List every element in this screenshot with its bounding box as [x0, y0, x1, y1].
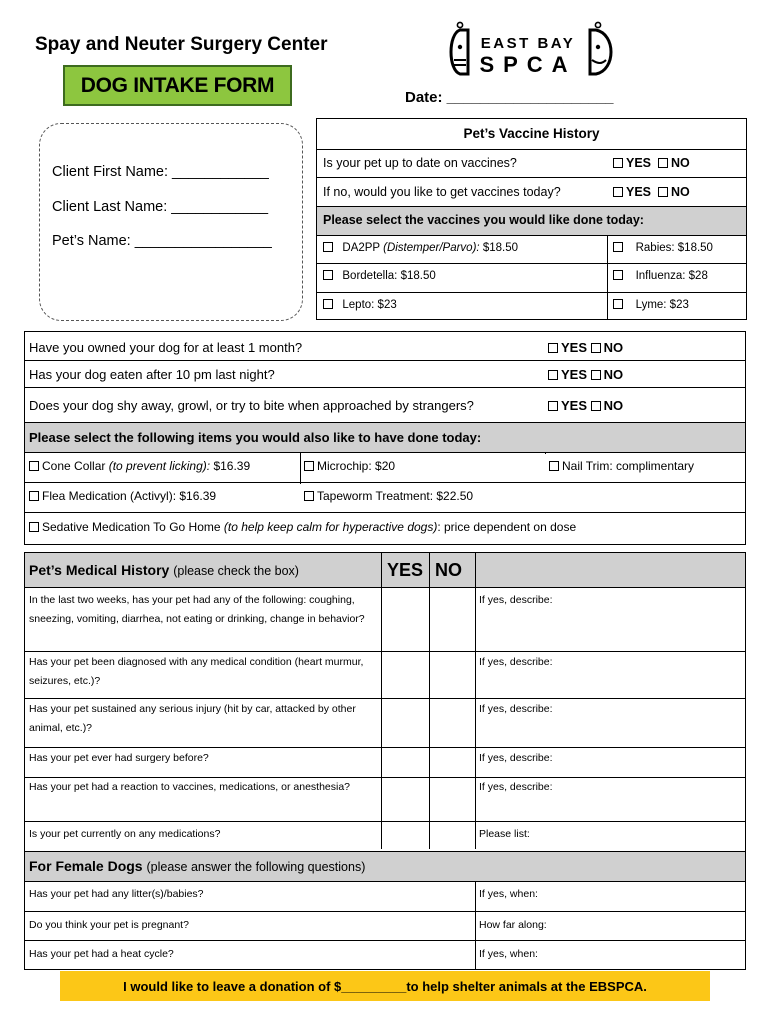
medical-row-followup[interactable]: If yes, describe: [479, 594, 553, 606]
medical-history-table [24, 552, 746, 970]
q1-yes-checkbox[interactable] [548, 343, 558, 353]
sedative-checkbox[interactable] [29, 522, 39, 532]
microchip-checkbox[interactable] [304, 461, 314, 471]
medical-row-followup[interactable]: If yes, describe: [479, 703, 553, 715]
question1-answers: YES NO [548, 340, 623, 355]
female-dogs-title: For Female Dogs (please answer the following questions) [29, 858, 366, 874]
medical-row: Is your pet currently on any medications? [29, 828, 221, 840]
tapeworm-option[interactable]: Tapeworm Treatment: $22.50 [304, 489, 473, 503]
question-owned-1-month: Have you owned your dog for at least 1 month? [29, 340, 303, 355]
medical-row: In the last two weeks, has your pet had any of the following: coughing, sneezing, vomiting, diarrhea, not eating or drinking, change in behavior? [29, 594, 365, 625]
east-bay-spca-logo [446, 20, 616, 82]
q3-no-checkbox[interactable] [591, 401, 601, 411]
da2pp-checkbox[interactable] [323, 242, 333, 252]
bordetella-checkbox[interactable] [323, 270, 333, 280]
medical-row-followup[interactable]: Please list: [479, 828, 530, 840]
vaccine-q2-yes-checkbox[interactable] [613, 187, 623, 197]
vaccine-q2-no-checkbox[interactable] [658, 187, 668, 197]
female-row-followup[interactable]: If yes, when: [479, 888, 538, 900]
medical-row: Has your pet ever had surgery before? [29, 752, 209, 764]
question-eaten-after-10pm: Has your dog eaten after 10 pm last night? [29, 367, 275, 382]
pet-name-field[interactable]: Pet’s Name: _________________ [52, 233, 272, 249]
rabies-checkbox[interactable] [613, 242, 623, 252]
microchip-option[interactable]: Microchip: $20 [304, 459, 395, 473]
sedative-option[interactable]: Sedative Medication To Go Home (to help keep calm for hyperactive dogs): price dependent on dose [29, 520, 576, 534]
vaccine-lepto-option[interactable]: Lepto: $23 [323, 299, 397, 311]
vaccine-history-table [316, 118, 747, 320]
date-field[interactable]: Date: ____________________ [405, 89, 614, 106]
vaccine-q-get-today: If no, would you like to get vaccines today? [323, 185, 561, 199]
medical-row-followup[interactable]: If yes, describe: [479, 752, 553, 764]
client-first-name-field[interactable]: Client First Name: ____________ [52, 164, 269, 180]
logo-right-face-icon [590, 22, 611, 74]
vaccine-influenza-option[interactable]: Influenza: $28 [613, 270, 708, 282]
vaccine-rabies-option[interactable]: Rabies: $18.50 [613, 242, 713, 254]
center-title: Spay and Neuter Surgery Center [35, 34, 328, 55]
female-row: Has your pet had any litter(s)/babies? [29, 888, 204, 900]
lepto-checkbox[interactable] [323, 299, 333, 309]
q3-yes-checkbox[interactable] [548, 401, 558, 411]
medical-row-followup[interactable]: If yes, describe: [479, 781, 553, 793]
extras-header: Please select the following items you would also like to have done today: [29, 430, 482, 445]
question2-answers: YES NO [548, 367, 623, 382]
medical-row: Has your pet sustained any serious injury (hit by car, attacked by other animal, etc.)? [29, 703, 356, 734]
client-last-name-field[interactable]: Client Last Name: ____________ [52, 199, 269, 215]
female-row: Has your pet had a heat cycle? [29, 948, 174, 960]
vaccine-q2-answers: YES NO [613, 185, 690, 199]
vaccine-bordetella-option[interactable]: Bordetella: $18.50 [323, 270, 436, 282]
cone-collar-option[interactable]: Cone Collar (to prevent licking): $16.39 [29, 459, 250, 473]
form-title: DOG INTAKE FORM [80, 73, 275, 97]
question3-answers: YES NO [548, 398, 623, 413]
yes-column-header: YES [387, 560, 424, 580]
q2-yes-checkbox[interactable] [548, 370, 558, 380]
vaccine-select-header: Please select the vaccines you would like done today: [323, 213, 644, 227]
vaccine-history-title: Pet’s Vaccine History [463, 126, 600, 141]
medical-row-followup[interactable]: If yes, describe: [479, 656, 553, 668]
form-title-banner [63, 65, 292, 106]
medical-row: Has your pet had a reaction to vaccines, medications, or anesthesia? [29, 781, 351, 793]
nail-trim-checkbox[interactable] [549, 461, 559, 471]
vaccine-q1-yes-checkbox[interactable] [613, 158, 623, 168]
medical-history-title: Pet’s Medical History (please check the box) [29, 562, 299, 578]
medical-row: Has your pet been diagnosed with any medical condition (heart murmur, seizures, etc.)? [29, 656, 364, 687]
vaccine-q1-answers: YES NO [613, 156, 690, 170]
female-row: Do you think your pet is pregnant? [29, 919, 189, 931]
q1-no-checkbox[interactable] [591, 343, 601, 353]
no-column-header: NO [435, 560, 462, 580]
nail-trim-option[interactable]: Nail Trim: complimentary [549, 459, 694, 473]
client-info-box [39, 123, 303, 321]
q2-no-checkbox[interactable] [591, 370, 601, 380]
female-row-followup[interactable]: How far along: [479, 919, 547, 931]
vaccine-q1-no-checkbox[interactable] [658, 158, 668, 168]
logo-line2: SPCA [479, 52, 577, 77]
logo-left-face-icon [451, 22, 468, 74]
flea-medication-option[interactable]: Flea Medication (Activyl): $16.39 [29, 489, 216, 503]
cone-collar-checkbox[interactable] [29, 461, 39, 471]
female-row-followup[interactable]: If yes, when: [479, 948, 538, 960]
intake-questions-table [24, 331, 746, 545]
vaccine-lyme-option[interactable]: Lyme: $23 [613, 299, 689, 311]
influenza-checkbox[interactable] [613, 270, 623, 280]
donation-text[interactable]: I would like to leave a donation of $_________to help shelter animals at the EBSPCA. [123, 978, 647, 994]
tapeworm-checkbox[interactable] [304, 491, 314, 501]
vaccine-da2pp-option[interactable]: DA2PP (Distemper/Parvo): $18.50 [323, 242, 518, 254]
flea-medication-checkbox[interactable] [29, 491, 39, 501]
vaccine-q-up-to-date: Is your pet up to date on vaccines? [323, 156, 517, 170]
logo-line1: EAST BAY [480, 35, 576, 52]
lyme-checkbox[interactable] [613, 299, 623, 309]
question-shy-growl-bite: Does your dog shy away, growl, or try to bite when approached by strangers? [29, 398, 474, 413]
donation-bar [60, 971, 710, 1001]
